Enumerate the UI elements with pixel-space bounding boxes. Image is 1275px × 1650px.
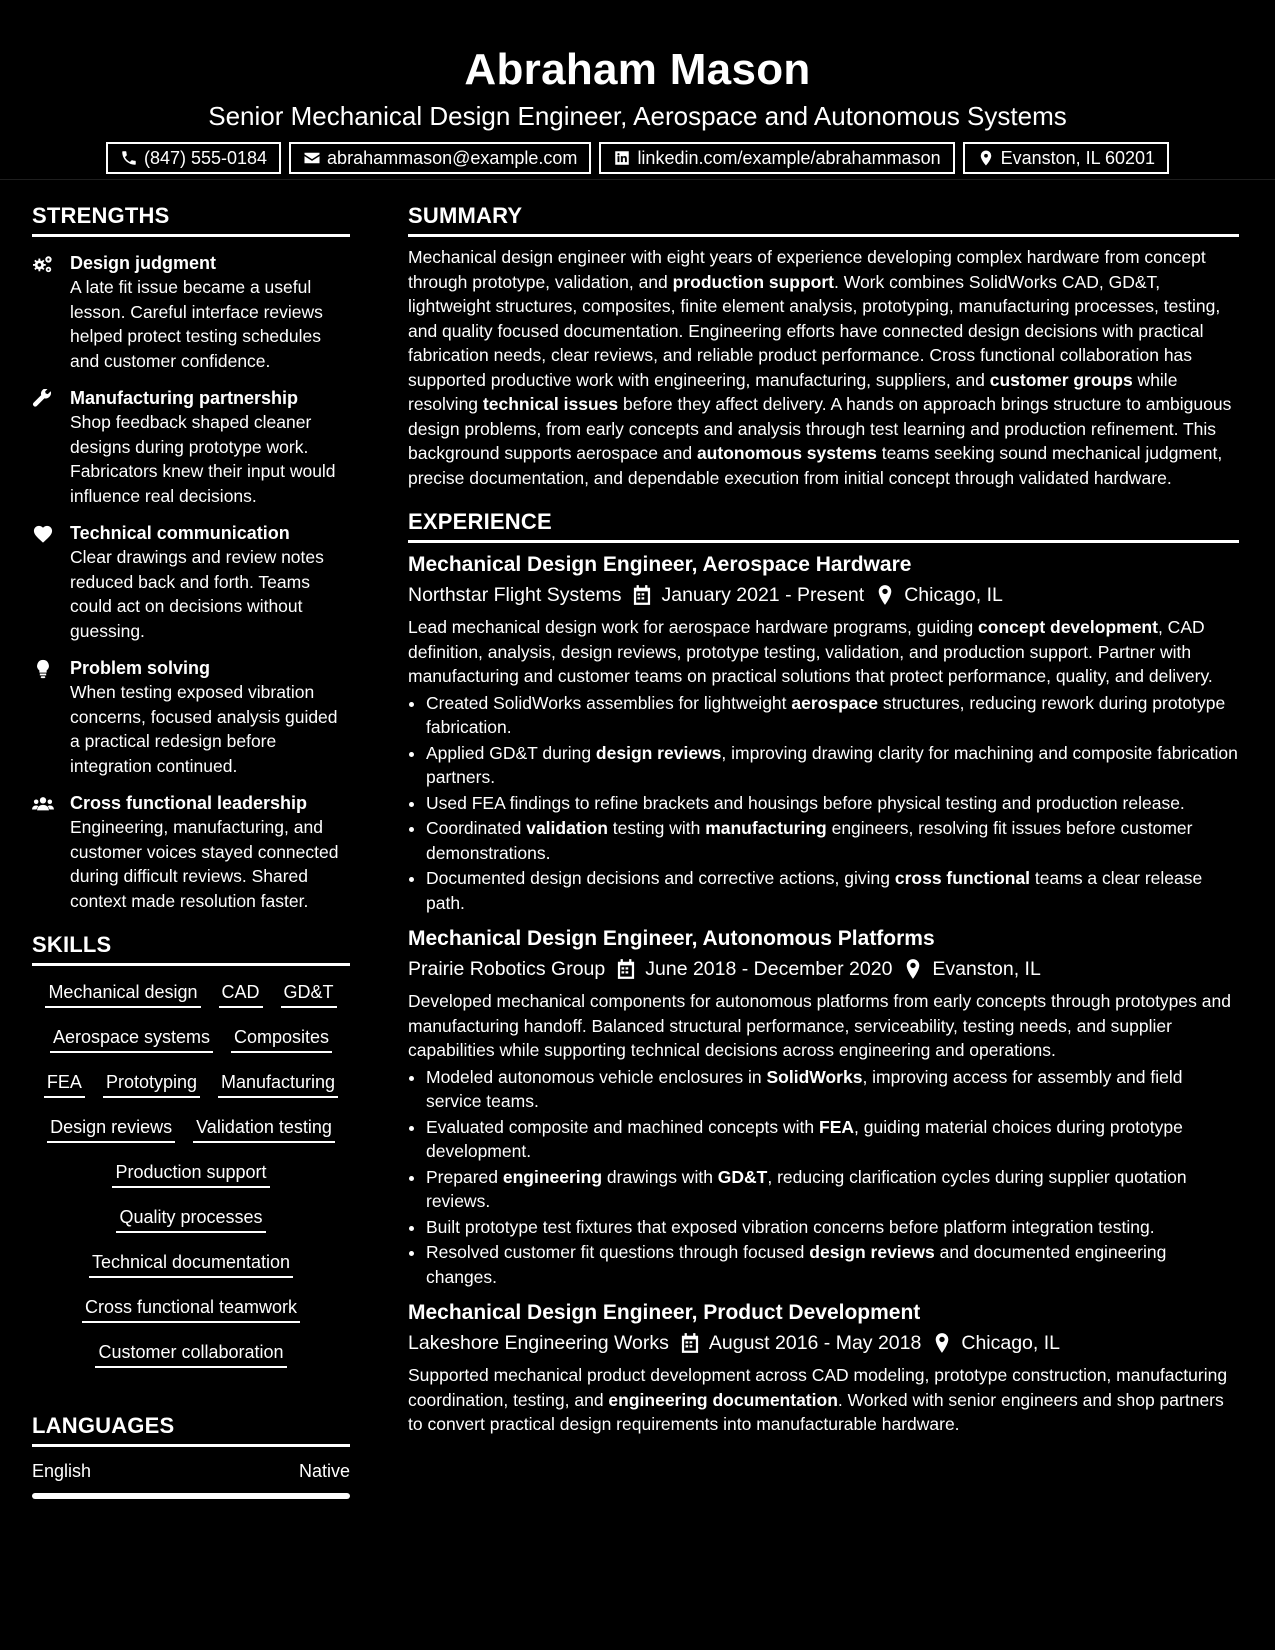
job-bullet: • Documented design decisions and corrective actions, giving cross functional teams a clear release path. xyxy=(426,866,1239,915)
strength-title: Technical communication xyxy=(70,523,290,543)
experience-heading: EXPERIENCE xyxy=(408,508,1239,543)
linkedin-icon xyxy=(613,149,631,167)
language-level: Native xyxy=(298,1461,350,1481)
job-dates: June 2018 - December 2020 xyxy=(645,958,893,980)
contact-linkedin[interactable] xyxy=(599,142,954,174)
skill-chip: Design reviews xyxy=(47,1115,175,1143)
job-bullet: • Resolved customer fit questions through focused design reviews and documented engineering changes. xyxy=(426,1240,1239,1289)
strength-desc: When testing exposed vibration concerns, focused analysis guided a practical redesign before integration continued. xyxy=(70,682,338,776)
language-item xyxy=(32,1459,350,1483)
lightbulb-icon xyxy=(32,659,54,679)
phone-icon xyxy=(120,149,138,167)
strength-title: Problem solving xyxy=(70,658,211,678)
skills-row xyxy=(42,1025,340,1053)
skill-chip: GD&T xyxy=(281,980,337,1008)
job-location: Chicago, IL xyxy=(904,584,1003,606)
job-bullets xyxy=(408,691,1239,916)
strength-title: Cross functional leadership xyxy=(70,793,308,813)
skill-chip: CAD xyxy=(219,980,263,1008)
candidate-name: Abraham Mason xyxy=(464,45,811,94)
skill-chip: Cross functional teamwork xyxy=(82,1295,300,1323)
skills-row xyxy=(42,980,340,1008)
right-column xyxy=(408,202,1239,1447)
job-company: Northstar Flight Systems xyxy=(408,584,622,606)
job-bullet: • Applied GD&T during design reviews, improving drawing clarity for machining and composite fabrication partners. xyxy=(426,741,1239,790)
job-description: Developed mechanical components for autonomous platforms from early concepts through prototypes and manufacturing handoff. Balanced structural performance, serviceability, testing needs, and supplier capabilities while supporting technical decisions across engineering and operations. xyxy=(408,991,1231,1060)
strength-desc: Engineering, manufacturing, and customer voices stayed connected during difficult reviews. Shared context made resolution faster. xyxy=(70,817,339,911)
job-meta xyxy=(408,581,1239,609)
skills-list xyxy=(32,974,350,1368)
job-dates: January 2021 - Present xyxy=(661,584,865,606)
contact-email[interactable] xyxy=(289,142,591,174)
strengths-list xyxy=(32,245,350,913)
calendar-icon xyxy=(617,959,635,979)
strength-item xyxy=(32,656,350,778)
strength-title: Design judgment xyxy=(70,253,217,273)
job-description: Supported mechanical product development across CAD modeling, prototype construction, manufacturing coordination, testing, and engineering documentation. Worked with senior engineers and shop partners to convert practical design requirements into manufacturable hardware. xyxy=(408,1365,1228,1434)
calendar-icon xyxy=(681,1333,699,1353)
summary-text: Mechanical design engineer with eight years of experience developing complex hardware from concept through prototype, validation, and production support. Work combines SolidWorks CAD, GD&T, lightweight structures, composites, finite element analysis, prototyping, manufacturing processes, testing, and quality focused documentation. Engineering efforts have connected design decisions with practical fabrication needs, clear reviews, and reliable product performance. Cross functional collaboration has supported productive work with engineering, manufacturing, suppliers, and customer groups while resolving technical issues before they affect delivery. A hands on approach brings structure to ambiguous design problems, from early concepts and analysis through test learning and production refinement. This background supports aerospace and autonomous systems teams seeking sound mechanical judgment, precise documentation, and dependable execution from initial concept through validated hardware. xyxy=(408,247,1232,488)
skill-chip: Validation testing xyxy=(193,1115,335,1143)
resume-header xyxy=(0,0,1275,180)
job-bullet: • Used FEA findings to refine brackets and housings before physical testing and production release. xyxy=(426,791,1239,816)
skill-chip: Aerospace systems xyxy=(50,1025,213,1053)
envelope-icon xyxy=(303,149,321,167)
experience-list xyxy=(408,551,1239,1437)
job-bullet: • Prepared engineering drawings with GD&T, reducing clarification cycles during supplier quotation reviews. xyxy=(426,1165,1239,1214)
contact-phone[interactable] xyxy=(106,142,281,174)
skill-chip: Mechanical design xyxy=(45,980,200,1008)
job-bullet: • Coordinated validation testing with manufacturing engineers, resolving fit issues before customer demonstrations. xyxy=(426,816,1239,865)
skills-row xyxy=(42,1160,340,1188)
languages-heading: LANGUAGES xyxy=(32,1412,350,1447)
job-title: Mechanical Design Engineer, Autonomous Platforms xyxy=(408,927,935,950)
skill-chip: Technical documentation xyxy=(89,1250,293,1278)
summary-heading: SUMMARY xyxy=(408,202,1239,237)
job-location: Evanston, IL xyxy=(932,958,1041,980)
job-company: Prairie Robotics Group xyxy=(408,958,606,980)
skills-row xyxy=(42,1205,340,1233)
left-column xyxy=(32,202,350,1499)
contact-linkedin-text: linkedin.com/example/abrahammason xyxy=(637,147,941,168)
skill-chip: FEA xyxy=(44,1070,85,1098)
contact-email-text: abrahammason@example.com xyxy=(327,147,578,168)
skills-row xyxy=(42,1250,340,1278)
gears-icon xyxy=(32,254,54,274)
job-meta xyxy=(408,1329,1239,1357)
job-dates: August 2016 - May 2018 xyxy=(708,1332,922,1354)
skills-row xyxy=(42,1340,340,1368)
strengths-heading: STRENGTHS xyxy=(32,202,350,237)
skill-chip: Manufacturing xyxy=(218,1070,338,1098)
strength-title: Manufacturing partnership xyxy=(70,388,299,408)
language-proficiency-bar xyxy=(32,1493,350,1499)
job-entry xyxy=(408,1299,1239,1437)
strength-desc: Clear drawings and review notes reduced back and forth. Teams could act on decisions without guessing. xyxy=(70,547,324,641)
candidate-title: Senior Mechanical Design Engineer, Aerospace and Autonomous Systems xyxy=(208,101,1067,131)
skill-chip: Composites xyxy=(231,1025,332,1053)
heart-icon xyxy=(32,524,54,544)
skill-chip: Quality processes xyxy=(116,1205,265,1233)
skill-chip: Production support xyxy=(112,1160,269,1188)
contact-bar xyxy=(0,142,1275,174)
job-bullet: • Evaluated composite and machined concepts with FEA, guiding material choices during prototype development. xyxy=(426,1115,1239,1164)
job-bullets xyxy=(408,1065,1239,1290)
users-icon xyxy=(32,794,54,814)
wrench-icon xyxy=(32,389,54,409)
job-company: Lakeshore Engineering Works xyxy=(408,1332,669,1354)
job-title: Mechanical Design Engineer, Product Development xyxy=(408,1301,921,1324)
map-marker-icon xyxy=(876,585,894,605)
contact-location-text: Evanston, IL 60201 xyxy=(1000,147,1156,168)
skills-row xyxy=(42,1115,340,1143)
job-entry xyxy=(408,551,1239,915)
job-description: Lead mechanical design work for aerospace hardware programs, guiding concept development, CAD definition, analysis, design reviews, prototype testing, validation, and production support. Partner with manufacturing and customer teams on practical solutions that protect performance, quality, and delivery. xyxy=(408,617,1213,686)
skill-chip: Prototyping xyxy=(103,1070,200,1098)
map-marker-icon xyxy=(904,959,922,979)
calendar-icon xyxy=(633,585,651,605)
skills-heading: SKILLS xyxy=(32,931,350,966)
job-bullet: • Created SolidWorks assemblies for lightweight aerospace structures, reducing rework during prototype fabrication. xyxy=(426,691,1239,740)
strength-item xyxy=(32,791,350,913)
job-entry xyxy=(408,925,1239,1289)
job-location: Chicago, IL xyxy=(961,1332,1061,1354)
map-marker-icon xyxy=(977,149,995,167)
language-name: English xyxy=(32,1461,92,1481)
contact-location xyxy=(963,142,1169,174)
skills-row xyxy=(42,1070,340,1098)
skill-chip: Customer collaboration xyxy=(95,1340,286,1368)
map-marker-icon xyxy=(933,1333,951,1353)
contact-phone-text: (847) 555-0184 xyxy=(143,147,268,168)
job-meta xyxy=(408,955,1239,983)
job-bullet: • Built prototype test fixtures that exposed vibration concerns before platform integration testing. xyxy=(426,1215,1239,1240)
job-bullet: • Modeled autonomous vehicle enclosures in SolidWorks, improving access for assembly and field service teams. xyxy=(426,1065,1239,1114)
skills-row xyxy=(42,1295,340,1323)
job-title: Mechanical Design Engineer, Aerospace Hardware xyxy=(408,553,912,576)
strength-item xyxy=(32,386,350,508)
strength-desc: Shop feedback shaped cleaner designs during prototype work. Fabricators knew their input would influence real decisions. xyxy=(70,412,336,506)
strength-item xyxy=(32,251,350,373)
strength-desc: A late fit issue became a useful lesson. Careful interface reviews helped protect testing schedules and customer confidence. xyxy=(70,277,323,371)
strength-item xyxy=(32,521,350,643)
